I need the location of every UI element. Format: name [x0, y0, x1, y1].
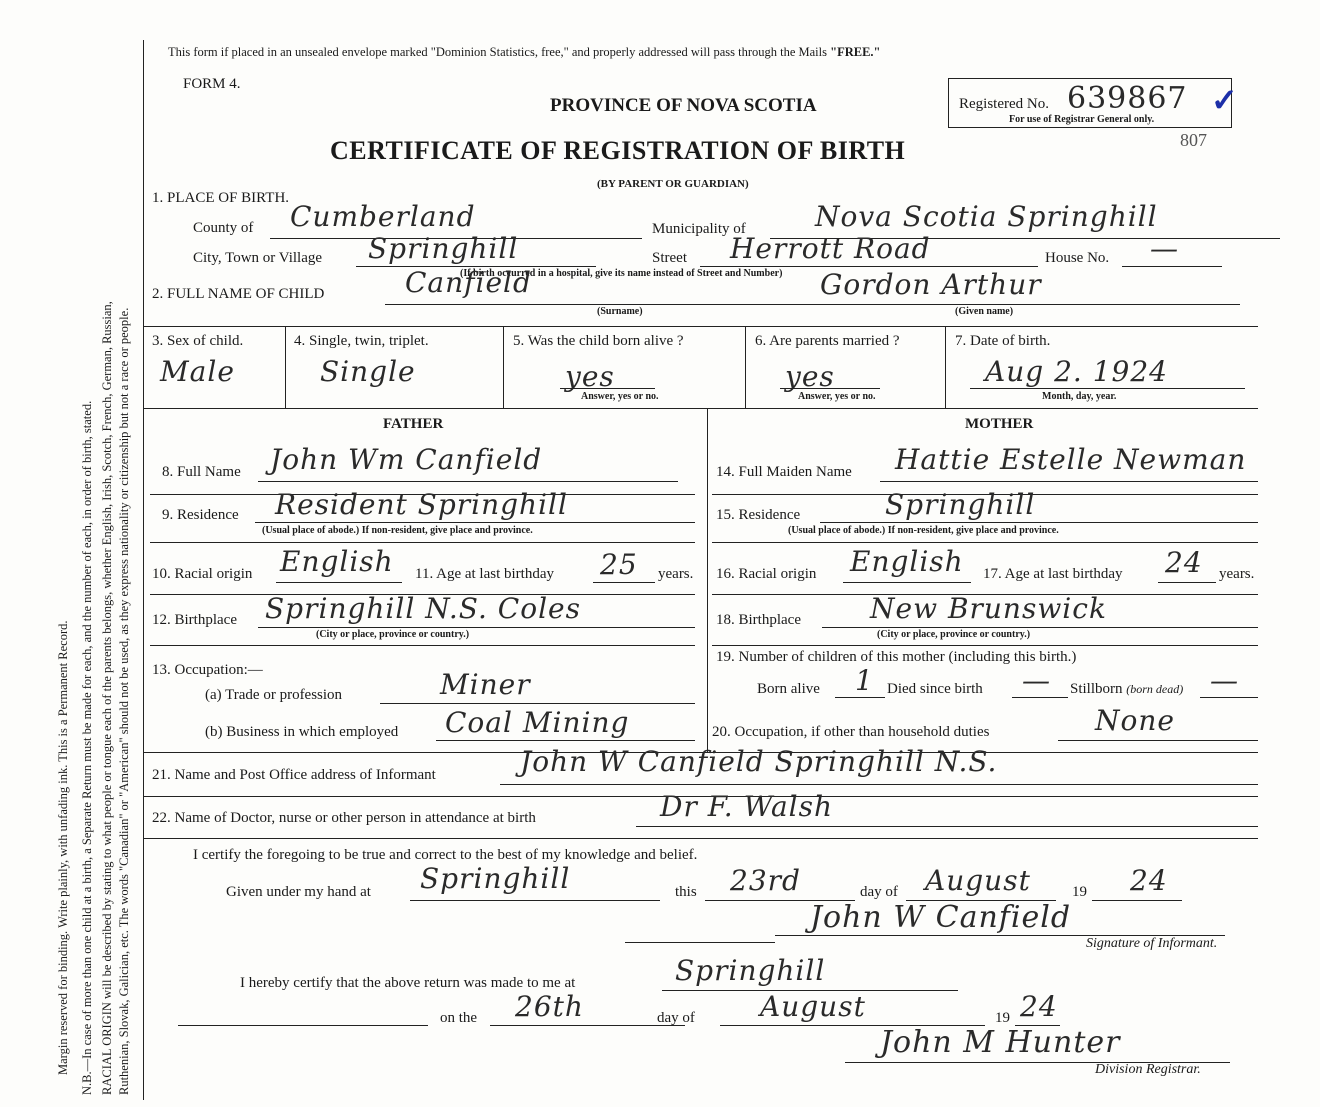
mother-age-years: years.	[1219, 566, 1255, 582]
mother-racial-label: 16. Racial origin	[716, 566, 817, 582]
house-value: —	[1150, 232, 1179, 265]
informant-label: 21. Name and Post Office address of Informant	[152, 767, 436, 783]
mail-notice: This form if placed in an unsealed envelope marked "Dominion Statistics, free," and properly addressed will pass through the Mails "FREE."	[168, 45, 881, 59]
father-age-label: 11. Age at last birthday	[415, 566, 554, 582]
mother-residence-value: Springhill	[885, 488, 1036, 521]
informant-value: John W Canfield Springhill N.S.	[520, 745, 998, 778]
certificate-title: CERTIFICATE OF REGISTRATION OF BIRTH	[330, 136, 906, 165]
date-of-birth-value: Aug 2. 1924	[985, 355, 1168, 388]
registrar-place-value: Springhill	[675, 954, 826, 987]
registrar-statement: I hereby certify that the above return was made to me at	[240, 975, 576, 991]
given-under-hand-label: Given under my hand at	[226, 884, 371, 900]
stillborn-count: —	[1210, 664, 1239, 697]
mother-name-value: Hattie Estelle Newman	[895, 443, 1247, 476]
mother-birthplace-caption: (City or place, province or country.)	[877, 629, 1031, 640]
mother-occupation-value: None	[1095, 704, 1175, 737]
registrar-year-value: 24	[1020, 990, 1058, 1023]
margin-note-racial-origin: RACIAL ORIGIN will be described by stating to what people or tongue each of the parents belongs, whether English, Irish, Scotch, French, German, Russian,	[100, 301, 114, 1095]
hospital-note: (If birth occurred in a hospital, give its name instead of Street and Number)	[460, 268, 783, 279]
sex-value: Male	[160, 355, 235, 388]
registrar-year-prefix: 19	[995, 1010, 1010, 1026]
mother-age-label: 17. Age at last birthday	[983, 566, 1123, 582]
city-label: City, Town or Village	[193, 250, 323, 266]
mother-age-value: 24	[1165, 546, 1203, 579]
plurality-value: Single	[320, 355, 416, 388]
born-alive-count-label: Born alive	[757, 681, 820, 697]
mother-occupation-label: 20. Occupation, if other than household duties	[712, 724, 990, 740]
parents-married-answer: yes	[785, 360, 835, 393]
father-trade-value: Miner	[440, 668, 531, 701]
street-value: Herrott Road	[730, 232, 931, 265]
registrar-day-of-label: day of	[657, 1010, 695, 1026]
margin-note-multiple-births: N.B.—In case of more than one child at a birth, a Separate Return must be made for each, and the number of each, in order of birth, stated.	[80, 400, 94, 1095]
given-month-value: August	[925, 864, 1031, 897]
given-day-value: 23rd	[730, 864, 801, 897]
date-of-birth-label: 7. Date of birth.	[955, 333, 1051, 349]
father-business-label: (b) Business in which employed	[205, 724, 399, 740]
father-residence-label: 9. Residence	[162, 507, 239, 523]
born-alive-answer: yes	[565, 360, 615, 393]
form-left-border	[143, 40, 144, 1100]
child-name-label: 2. FULL NAME OF CHILD	[152, 286, 325, 302]
municipality-value: Nova Scotia Springhill	[815, 200, 1158, 233]
given-name-caption: (Given name)	[955, 306, 1014, 317]
mother-residence-label: 15. Residence	[716, 507, 801, 523]
margin-note-racial-origin-cont: Ruthenian, Slovak, Galician, etc. The words "Canadian" or "American" should not be used, as they express nationality or citizenship but not a race or people.	[117, 307, 131, 1095]
father-age-years: years.	[658, 566, 694, 582]
informant-signature-caption: Signature of Informant.	[1086, 936, 1218, 951]
children-count-label: 19. Number of children of this mother (including this birth.)	[716, 649, 1077, 665]
municipality-label: Municipality of	[652, 221, 746, 237]
province-heading: PROVINCE OF NOVA SCOTIA	[550, 95, 817, 116]
mother-heading: MOTHER	[965, 416, 1034, 432]
doctor-label: 22. Name of Doctor, nurse or other person in attendance at birth	[152, 810, 536, 826]
father-racial-value: English	[280, 545, 394, 578]
given-year-prefix: 19	[1072, 884, 1087, 900]
father-birthplace-label: 12. Birthplace	[152, 612, 237, 628]
stillborn-label: Stillborn (born dead)	[1070, 681, 1184, 697]
house-label: House No.	[1045, 250, 1110, 266]
this-label: this	[675, 884, 697, 900]
registrar-month-value: August	[760, 990, 866, 1023]
registrar-signature: John M Hunter	[880, 1025, 1121, 1060]
margin-note-binding: Margin reserved for binding. Write plainly, with unfading ink. This is a Permanent Record.	[56, 620, 70, 1075]
father-trade-label: (a) Trade or profession	[205, 687, 343, 703]
mother-birthplace-label: 18. Birthplace	[716, 612, 801, 628]
father-birthplace-caption: (City or place, province or country.)	[316, 629, 470, 640]
registrar-signature-caption: Division Registrar.	[1095, 1062, 1201, 1077]
died-since-birth-count: —	[1022, 664, 1051, 697]
certificate-subtitle: (BY PARENT OR GUARDIAN)	[597, 178, 749, 190]
registered-number-box	[948, 78, 1238, 128]
born-alive-question: 5. Was the child born alive ?	[513, 333, 684, 349]
father-age-value: 25	[600, 548, 638, 581]
mother-name-label: 14. Full Maiden Name	[716, 464, 852, 480]
father-business-value: Coal Mining	[445, 706, 630, 739]
registered-value: 639867	[1067, 81, 1188, 116]
died-since-birth-label: Died since birth	[887, 681, 983, 697]
county-value: Cumberland	[290, 200, 476, 233]
child-surname: Canfield	[405, 266, 532, 299]
plurality-label: 4. Single, twin, triplet.	[294, 333, 429, 349]
informant-signature: John W Canfield	[810, 900, 1072, 935]
child-given-name: Gordon Arthur	[820, 268, 1042, 301]
place-of-birth-label: 1. PLACE OF BIRTH.	[152, 190, 290, 206]
doctor-value: Dr F. Walsh	[660, 790, 833, 823]
city-value: Springhill	[368, 232, 519, 265]
mother-racial-value: English	[850, 545, 964, 578]
registrar-use-note: For use of Registrar General only.	[1009, 114, 1155, 125]
certify-statement: I certify the foregoing to be true and correct to the best of my knowledge and belief.	[193, 847, 698, 863]
form-number: FORM 4.	[183, 76, 241, 92]
given-year-value: 24	[1130, 864, 1168, 897]
check-mark-icon: ✓	[1211, 82, 1238, 118]
father-residence-value: Resident Springhill	[275, 488, 568, 521]
father-birthplace-value: Springhill N.S. Coles	[265, 592, 581, 625]
street-label: Street	[652, 250, 687, 266]
parents-married-caption: Answer, yes or no.	[798, 391, 876, 402]
father-occupation-label: 13. Occupation:—	[152, 662, 263, 678]
surname-caption: (Surname)	[597, 306, 643, 317]
father-residence-caption: (Usual place of abode.) If non-resident, give place and province.	[262, 525, 533, 536]
sex-label: 3. Sex of child.	[152, 333, 244, 349]
county-label: County of	[193, 220, 254, 236]
given-place-value: Springhill	[420, 862, 571, 895]
father-name-label: 8. Full Name	[162, 464, 241, 480]
father-name-value: John Wm Canfield	[270, 443, 543, 476]
parents-married-question: 6. Are parents married ?	[755, 333, 900, 349]
father-heading: FATHER	[383, 416, 444, 432]
registrar-day-value: 26th	[515, 990, 584, 1023]
day-of-label: day of	[860, 884, 898, 900]
born-alive-count: 1	[855, 664, 874, 697]
mother-birthplace-value: New Brunswick	[870, 592, 1107, 625]
registered-label: Registered No.	[959, 96, 1049, 112]
born-alive-caption: Answer, yes or no.	[581, 391, 659, 402]
on-the-label: on the	[440, 1010, 478, 1026]
father-racial-label: 10. Racial origin	[152, 566, 253, 582]
mother-residence-caption: (Usual place of abode.) If non-resident, give place and province.	[788, 525, 1059, 536]
date-of-birth-caption: Month, day, year.	[1042, 391, 1117, 402]
side-number: 807	[1180, 130, 1207, 150]
